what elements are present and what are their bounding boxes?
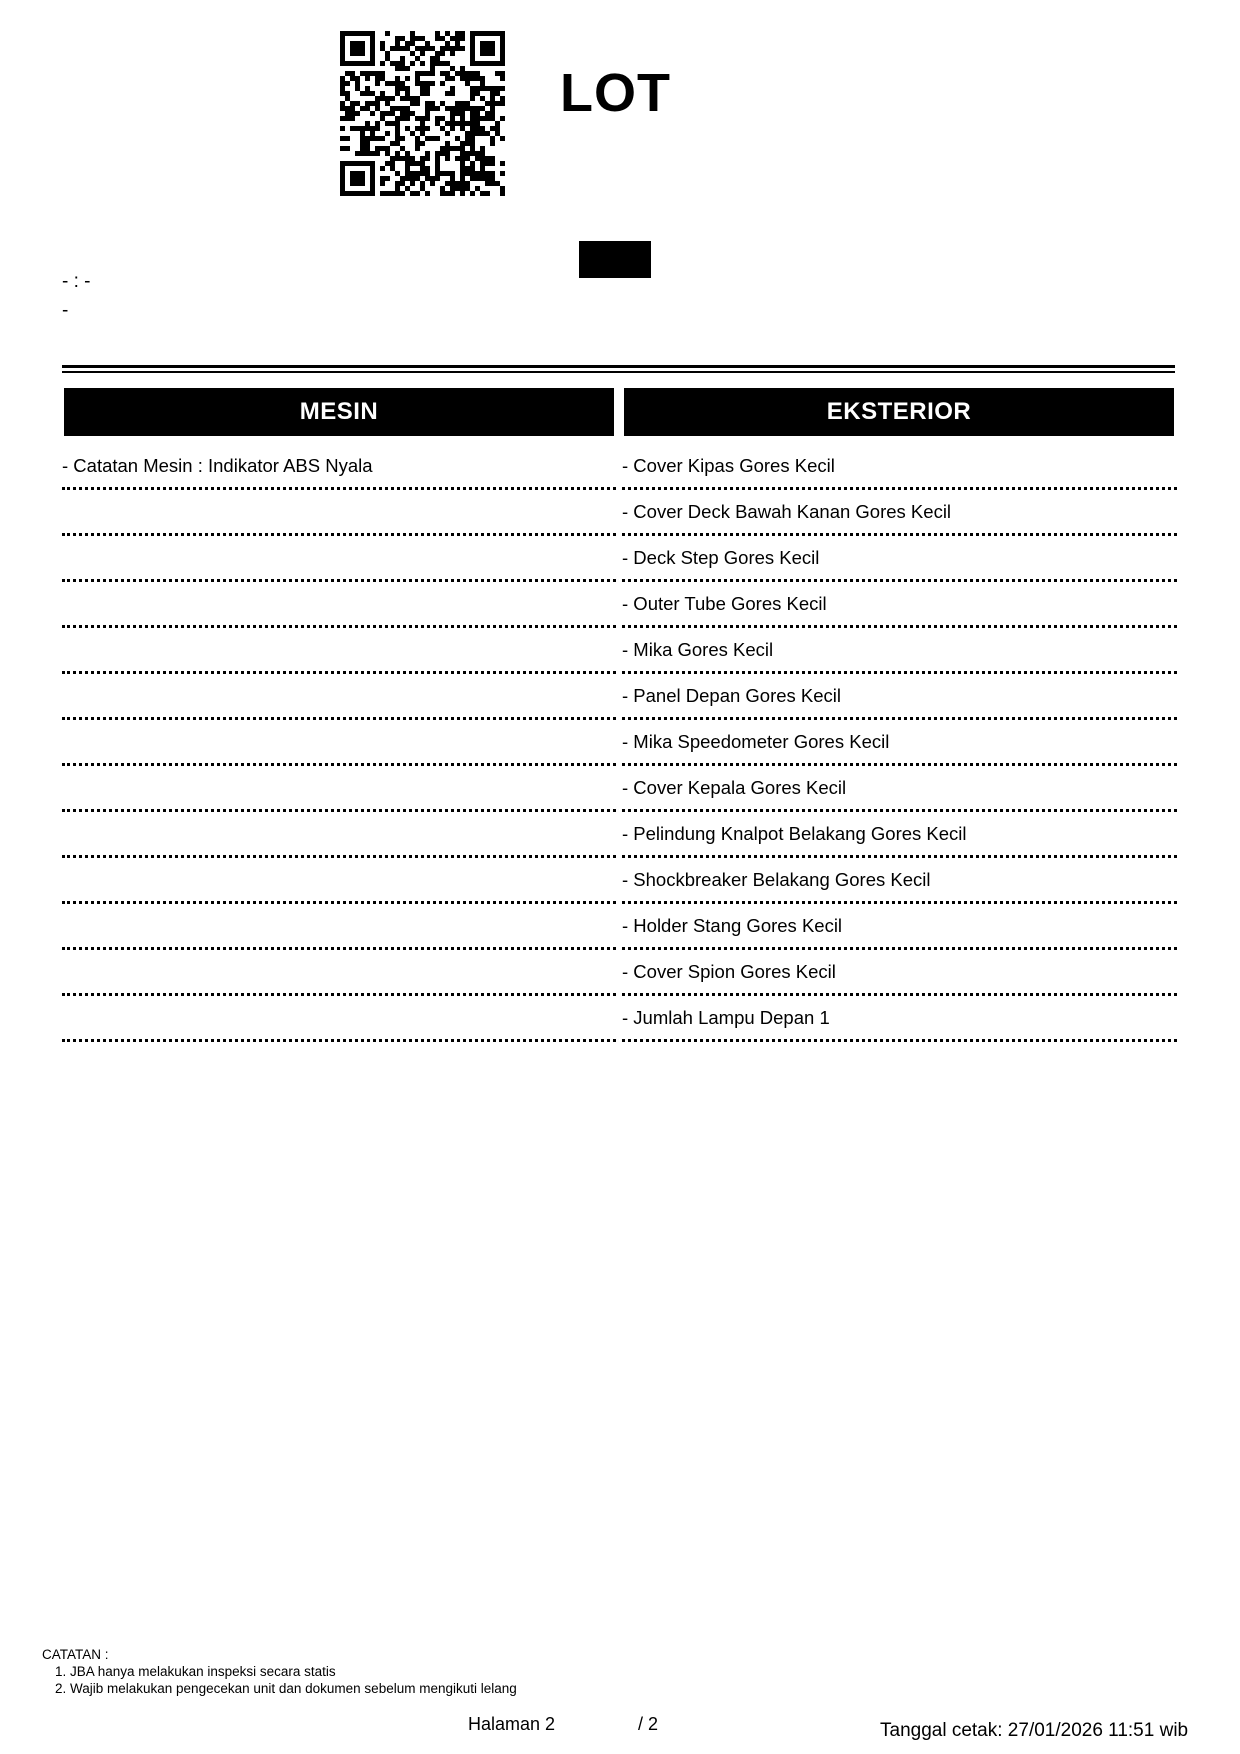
inspection-row: - Cover Spion Gores Kecil [622, 950, 1177, 996]
mesin-header: MESIN [64, 388, 614, 436]
inspection-row: - Jumlah Lampu Depan 1 [622, 996, 1177, 1042]
inspection-row [62, 950, 616, 996]
inspection-row [62, 904, 616, 950]
page-total: / 2 [638, 1714, 659, 1734]
inspection-row: - Outer Tube Gores Kecil [622, 582, 1177, 628]
inspection-row [62, 490, 616, 536]
inspection-row: - Cover Kipas Gores Kecil [622, 444, 1177, 490]
inspection-row: - Holder Stang Gores Kecil [622, 904, 1177, 950]
eksterior-header: EKSTERIOR [624, 388, 1174, 436]
inspection-row [62, 766, 616, 812]
page-label: Halaman 2 [468, 1714, 556, 1734]
notes-list [42, 1663, 517, 1697]
notes [42, 1646, 517, 1697]
note-item: 2. Wajib melakukan pengecekan unit dan dokumen sebelum mengikuti lelang [70, 1680, 517, 1697]
inspection-row: - Deck Step Gores Kecil [622, 536, 1177, 582]
inspection-row: - Catatan Mesin : Indikator ABS Nyala [62, 444, 616, 490]
qr-code [340, 31, 505, 196]
inspection-row: - Panel Depan Gores Kecil [622, 674, 1177, 720]
header-divider [62, 365, 1175, 368]
meta-line-2: - [62, 300, 69, 321]
inspection-row: - Cover Deck Bawah Kanan Gores Kecil [622, 490, 1177, 536]
inspection-row: - Cover Kepala Gores Kecil [622, 766, 1177, 812]
eksterior-rows [622, 444, 1177, 1042]
inspection-row: - Mika Speedometer Gores Kecil [622, 720, 1177, 766]
mesin-rows [62, 444, 616, 1042]
inspection-row [62, 536, 616, 582]
inspection-row [62, 812, 616, 858]
redacted-lot-number [579, 241, 651, 278]
inspection-row [62, 720, 616, 766]
mesin-section [62, 388, 616, 1042]
meta-line-1: - : - [62, 271, 91, 292]
inspection-row [62, 674, 616, 720]
inspection-row: - Shockbreaker Belakang Gores Kecil [622, 858, 1177, 904]
inspection-row: - Mika Gores Kecil [622, 628, 1177, 674]
print-date: Tanggal cetak: 27/01/2026 11:51 wib [880, 1720, 1189, 1741]
inspection-row [62, 858, 616, 904]
inspection-row: - Pelindung Knalpot Belakang Gores Kecil [622, 812, 1177, 858]
lot-title: LOT [560, 63, 671, 123]
header-divider-thin [62, 371, 1175, 373]
inspection-row [62, 582, 616, 628]
notes-heading: CATATAN : [42, 1647, 109, 1662]
inspection-row [62, 628, 616, 674]
note-item: 1. JBA hanya melakukan inspeksi secara statis [70, 1663, 517, 1680]
inspection-row [62, 996, 616, 1042]
eksterior-section [622, 388, 1177, 1042]
